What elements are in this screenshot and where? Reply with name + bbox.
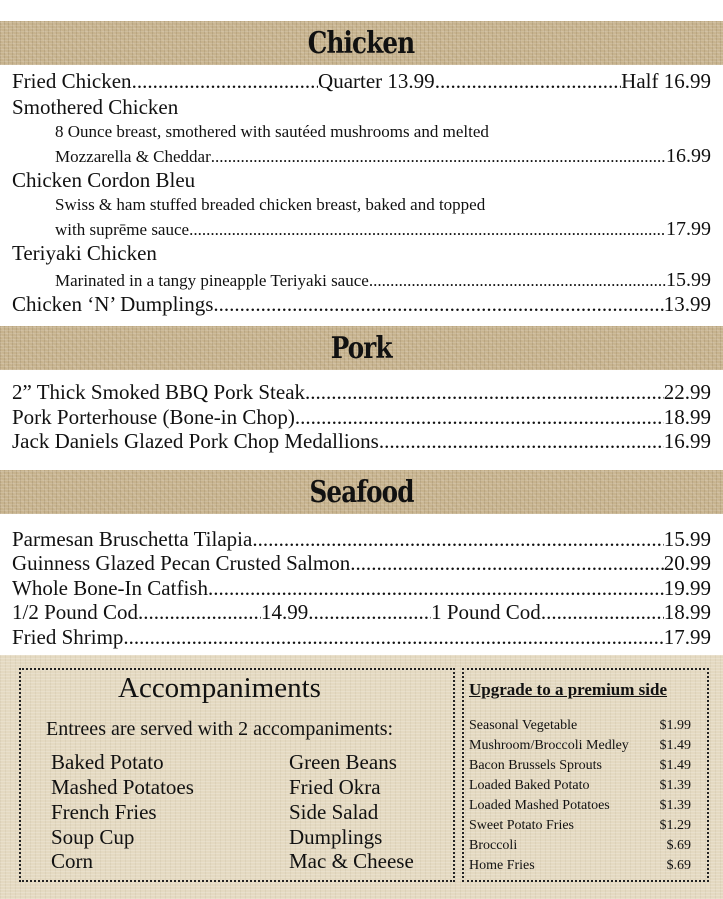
side-item: Soup Cup	[51, 825, 135, 849]
leader-dots	[132, 69, 318, 93]
premium-side-name: Mushroom/Broccoli Medley	[469, 738, 629, 753]
item-description: Marinated in a tangy pineapple Teriyaki sauce	[55, 271, 369, 290]
premium-side-name: Loaded Mashed Potatoes	[469, 798, 610, 813]
item-price: 15.99	[666, 269, 711, 291]
premium-side-price: $1.49	[659, 738, 691, 753]
side-item: French Fries	[51, 800, 157, 824]
premium-side-name: Home Fries	[469, 858, 535, 873]
item-name: Jack Daniels Glazed Pork Chop Medallions	[12, 429, 379, 453]
item-name: Chicken ‘N’ Dumplings	[12, 292, 214, 316]
leader-dots	[213, 292, 663, 316]
leader-dots	[350, 551, 663, 575]
premium-side-price: $1.39	[659, 798, 691, 813]
leader-dots	[305, 380, 664, 404]
item-price-half: Half 16.99	[621, 69, 711, 93]
menu-item-cod	[12, 600, 711, 624]
leader-dots	[211, 145, 666, 169]
item-name: 1/2 Pound Cod	[12, 600, 139, 624]
menu-item-pork-porterhouse	[12, 405, 711, 429]
item-price-quarter: Quarter 13.99	[318, 69, 435, 93]
leader-dots	[369, 269, 666, 293]
menu-item-fried-chicken	[12, 69, 711, 93]
pork-title: Pork	[331, 330, 392, 366]
item-description: with suprēme sauce	[55, 220, 190, 239]
item-price-2: 18.99	[663, 600, 711, 624]
menu-item-fried-shrimp	[12, 625, 711, 649]
menu-item-pork-medallions	[12, 429, 711, 453]
leader-dots	[379, 429, 664, 453]
item-description: Mozzarella & Cheddar	[55, 147, 211, 166]
item-name: Pork Porterhouse (Bone-in Chop)	[12, 405, 295, 429]
menu-item-pork-steak	[12, 380, 711, 404]
item-price: 17.99	[663, 625, 711, 649]
leader-dots	[435, 69, 621, 93]
menu-item-salmon	[12, 551, 711, 575]
leader-dots	[189, 218, 666, 242]
upgrade-title: Upgrade to a premium side	[469, 680, 668, 699]
pork-header	[0, 326, 723, 370]
premium-side-name: Broccoli	[469, 838, 518, 853]
item-description-line	[55, 268, 711, 293]
menu-item-smothered-chicken: Smothered Chicken	[12, 95, 179, 119]
side-item: Green Beans	[289, 750, 397, 774]
item-price: 14.99	[260, 600, 309, 624]
premium-side-name: Sweet Potato Fries	[469, 818, 574, 833]
leader-dots	[123, 625, 663, 649]
premium-side-price: $1.99	[659, 718, 691, 733]
item-name: Whole Bone-In Catfish	[12, 576, 208, 600]
item-price: 16.99	[666, 145, 711, 167]
leader-dots	[138, 600, 261, 624]
item-price: 15.99	[663, 527, 711, 551]
menu-item-teriyaki-chicken: Teriyaki Chicken	[12, 241, 157, 265]
premium-side-price: $1.39	[659, 778, 691, 793]
item-price: 16.99	[663, 429, 711, 453]
premium-side-name: Loaded Baked Potato	[469, 778, 590, 793]
item-price: 13.99	[663, 292, 711, 316]
premium-side-price: $.69	[666, 858, 691, 873]
item-description: 8 Ounce breast, smothered with sautéed mushrooms and melted	[55, 122, 489, 141]
item-description: Swiss & ham stuffed breaded chicken breast, baked and topped	[55, 195, 486, 214]
side-item: Dumplings	[289, 825, 383, 849]
chicken-title: Chicken	[308, 25, 415, 61]
item-price: 19.99	[663, 576, 711, 600]
item-name: Fried Shrimp	[12, 625, 124, 649]
leader-dots	[295, 405, 664, 429]
menu-item-catfish	[12, 576, 711, 600]
leader-dots	[308, 600, 431, 624]
item-price: 18.99	[663, 405, 711, 429]
side-item: Corn	[51, 849, 93, 873]
item-price: 22.99	[663, 380, 711, 404]
side-item: Mac & Cheese	[289, 849, 414, 873]
menu-item-chicken-cordon-bleu: Chicken Cordon Bleu	[12, 168, 196, 192]
side-item: Side Salad	[289, 800, 379, 824]
item-name: Parmesan Bruschetta Tilapia	[12, 527, 253, 551]
side-item: Fried Okra	[289, 775, 381, 799]
seafood-header	[0, 470, 723, 514]
premium-side-name: Bacon Brussels Sprouts	[469, 758, 602, 773]
item-description-line	[55, 144, 711, 169]
accompaniments-subtitle: Entrees are served with 2 accompaniments:	[46, 718, 394, 740]
seafood-title: Seafood	[309, 474, 414, 510]
premium-side-price: $1.49	[659, 758, 691, 773]
leader-dots	[208, 576, 664, 600]
menu-item-chicken-n-dumplings	[12, 292, 711, 316]
side-item: Baked Potato	[51, 750, 164, 774]
chicken-header	[0, 21, 723, 65]
menu-item-tilapia	[12, 527, 711, 551]
leader-dots	[252, 527, 663, 551]
premium-side-price: $.69	[666, 838, 691, 853]
premium-side-price: $1.29	[659, 818, 691, 833]
item-name-2: 1 Pound Cod	[431, 600, 541, 624]
item-name: Guinness Glazed Pecan Crusted Salmon	[12, 551, 351, 575]
item-description-line	[55, 217, 711, 242]
item-price: 17.99	[666, 218, 711, 240]
side-item: Mashed Potatoes	[51, 775, 194, 799]
leader-dots	[541, 600, 664, 624]
item-price: 20.99	[663, 551, 711, 575]
item-name: 2” Thick Smoked BBQ Pork Steak	[12, 380, 306, 404]
premium-side-name: Seasonal Vegetable	[469, 718, 578, 733]
accompaniments-title: Accompaniments	[118, 672, 321, 704]
item-name: Fried Chicken	[12, 69, 132, 93]
